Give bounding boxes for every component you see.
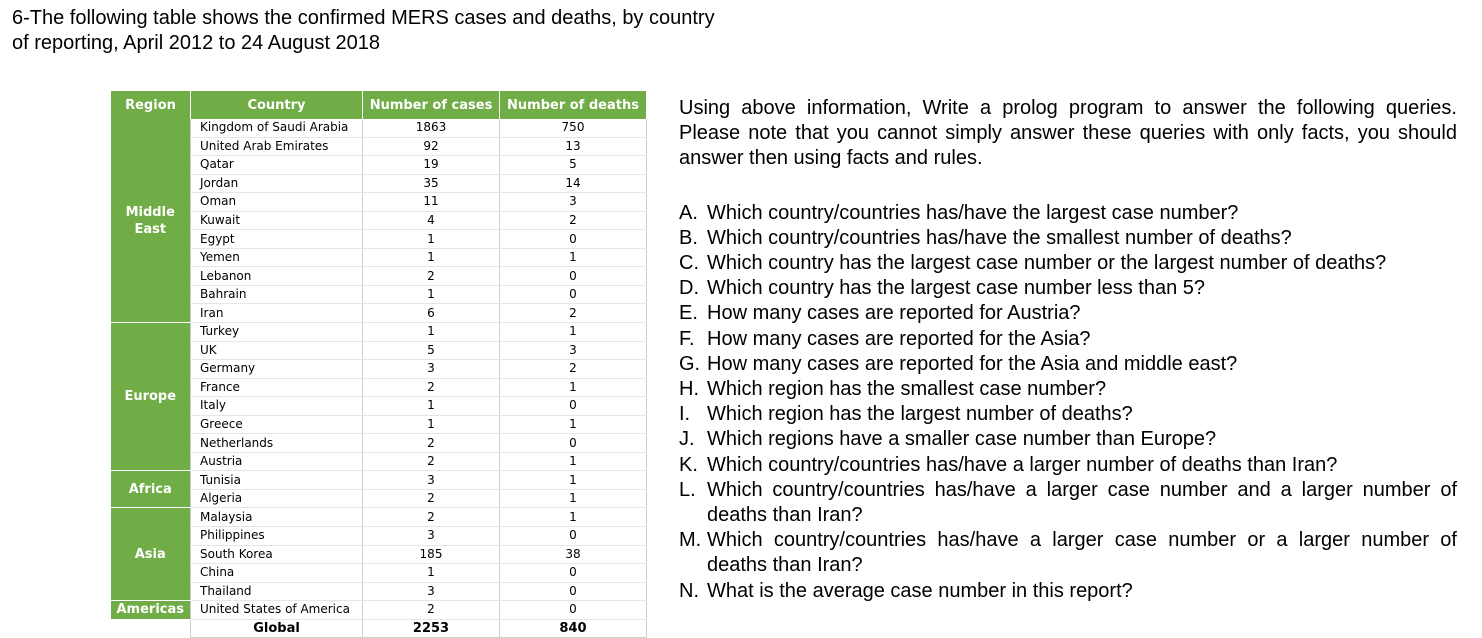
header-country: Country <box>191 91 363 119</box>
table-row <box>111 434 647 453</box>
title-line-1: 6-The following table shows the confirmed MERS cases and deaths, by country <box>12 7 715 29</box>
country-cell: Kingdom of Saudi Arabia <box>191 119 363 137</box>
deaths-cell: 13 <box>500 137 647 156</box>
region-cell-africa: Africa <box>111 471 191 508</box>
deaths-cell: 1 <box>500 489 647 508</box>
cases-cell: 1 <box>363 415 500 434</box>
table-row <box>111 156 647 175</box>
table-row <box>111 248 647 267</box>
question-item <box>679 528 1457 578</box>
deaths-cell: 1 <box>500 471 647 490</box>
cases-cell: 2 <box>363 267 500 286</box>
table-row <box>111 564 647 583</box>
global-label: Global <box>191 619 363 638</box>
deaths-cell: 0 <box>500 582 647 601</box>
cases-cell: 1 <box>363 323 500 342</box>
cases-cell: 19 <box>363 156 500 175</box>
table-row <box>111 378 647 397</box>
question-letter: G. <box>679 352 701 375</box>
question-item <box>679 327 1457 352</box>
question-letter: E. <box>679 302 698 325</box>
deaths-cell: 0 <box>500 397 647 416</box>
table-row <box>111 582 647 601</box>
deaths-cell: 2 <box>500 304 647 323</box>
global-cases: 2253 <box>363 619 500 638</box>
country-cell: Jordan <box>191 174 363 193</box>
deaths-cell: 3 <box>500 341 647 360</box>
mers-table <box>110 91 647 638</box>
table-row <box>111 230 647 249</box>
table-row <box>111 341 647 360</box>
country-cell: Turkey <box>191 323 363 342</box>
deaths-cell: 0 <box>500 527 647 546</box>
country-cell: France <box>191 378 363 397</box>
country-cell: Oman <box>191 193 363 212</box>
deaths-cell: 38 <box>500 545 647 564</box>
question-text: Which country/countries has/have a larger case number and a larger number of deaths than Iran? <box>707 478 1457 527</box>
cases-cell: 1 <box>363 285 500 304</box>
cases-cell: 3 <box>363 582 500 601</box>
question-item <box>679 276 1457 301</box>
question-letter: C. <box>679 252 699 275</box>
title-line-2: of reporting, April 2012 to 24 August 2018 <box>12 32 381 54</box>
question-text: How many cases are reported for the Asia and middle east? <box>707 352 1238 375</box>
cases-cell: 1 <box>363 248 500 267</box>
country-cell: China <box>191 564 363 583</box>
country-cell: United Arab Emirates <box>191 137 363 156</box>
question-item <box>679 478 1457 528</box>
deaths-cell: 1 <box>500 415 647 434</box>
table-row <box>111 267 647 286</box>
region-cell-middle-east: Middle East <box>111 119 191 323</box>
table-row <box>111 601 647 620</box>
deaths-cell: 0 <box>500 564 647 583</box>
cases-cell: 2 <box>363 489 500 508</box>
question-letter: L. <box>679 478 696 501</box>
cases-cell: 2 <box>363 452 500 471</box>
country-cell: United States of America <box>191 601 363 620</box>
country-cell: Netherlands <box>191 434 363 453</box>
global-deaths: 840 <box>500 619 647 638</box>
question-list <box>679 201 1457 604</box>
table-row <box>111 304 647 323</box>
cases-cell: 2 <box>363 434 500 453</box>
table-row <box>111 285 647 304</box>
table-row <box>111 137 647 156</box>
question-item <box>679 402 1457 427</box>
country-cell: Yemen <box>191 248 363 267</box>
region-cell-europe: Europe <box>111 323 191 471</box>
question-item <box>679 201 1457 226</box>
question-letter: J. <box>679 428 695 451</box>
table-row <box>111 193 647 212</box>
country-cell: Italy <box>191 397 363 416</box>
deaths-cell: 1 <box>500 378 647 397</box>
deaths-cell: 5 <box>500 156 647 175</box>
question-letter: M. <box>679 529 702 552</box>
country-cell: Greece <box>191 415 363 434</box>
country-cell: Iran <box>191 304 363 323</box>
global-blank-cell <box>111 619 191 638</box>
question-item <box>679 377 1457 402</box>
table-row <box>111 415 647 434</box>
table-row <box>111 527 647 546</box>
cases-cell: 1 <box>363 564 500 583</box>
table-row <box>111 119 647 137</box>
cases-cell: 6 <box>363 304 500 323</box>
question-text: Which country/countries has/have the largest case number? <box>707 201 1239 224</box>
deaths-cell: 0 <box>500 267 647 286</box>
question-letter: D. <box>679 277 699 300</box>
header-region: Region <box>111 91 191 119</box>
table-row <box>111 489 647 508</box>
region-cell-americas: Americas <box>111 601 191 620</box>
cases-cell: 3 <box>363 360 500 379</box>
question-item <box>679 226 1457 251</box>
question-letter: I. <box>679 403 691 426</box>
question-item <box>679 453 1457 478</box>
country-cell: Germany <box>191 360 363 379</box>
question-item <box>679 251 1457 276</box>
question-letter: K. <box>679 453 698 476</box>
question-letter: B. <box>679 226 698 249</box>
table-row <box>111 397 647 416</box>
table-row <box>111 471 647 490</box>
table-body <box>111 119 647 638</box>
country-cell: Tunisia <box>191 471 363 490</box>
table-row <box>111 211 647 230</box>
cases-cell: 2 <box>363 601 500 620</box>
deaths-cell: 1 <box>500 248 647 267</box>
question-text: Which country/countries has/have the smallest number of deaths? <box>707 226 1292 249</box>
deaths-cell: 0 <box>500 285 647 304</box>
document-title <box>12 6 832 56</box>
question-text: Which region has the smallest case number? <box>707 378 1107 401</box>
header-deaths: Number of deaths <box>500 91 647 119</box>
deaths-cell: 14 <box>500 174 647 193</box>
table-row <box>111 508 647 527</box>
question-text: Which country/countries has/have a larger number of deaths than Iran? <box>707 453 1338 476</box>
cases-cell: 3 <box>363 471 500 490</box>
deaths-cell: 2 <box>500 360 647 379</box>
global-total-row <box>111 619 647 638</box>
question-text: Which country has the largest case number less than 5? <box>707 277 1206 300</box>
cases-cell: 2 <box>363 378 500 397</box>
header-cases: Number of cases <box>363 91 500 119</box>
table-row <box>111 174 647 193</box>
deaths-cell: 0 <box>500 434 647 453</box>
country-cell: Bahrain <box>191 285 363 304</box>
question-text: Which regions have a smaller case number than Europe? <box>707 428 1217 451</box>
region-cell-asia: Asia <box>111 508 191 601</box>
question-item <box>679 301 1457 326</box>
question-letter: F. <box>679 327 695 350</box>
country-cell: South Korea <box>191 545 363 564</box>
cases-cell: 5 <box>363 341 500 360</box>
question-text: What is the average case number in this report? <box>707 579 1133 602</box>
country-cell: Qatar <box>191 156 363 175</box>
country-cell: Lebanon <box>191 267 363 286</box>
country-cell: Thailand <box>191 582 363 601</box>
cases-cell: 185 <box>363 545 500 564</box>
question-letter: A. <box>679 201 698 224</box>
country-cell: Philippines <box>191 527 363 546</box>
country-cell: Malaysia <box>191 508 363 527</box>
questions-intro: Using above information, Write a prolog program to answer the following queries. Please note that you cannot simply answer these queries with only facts, you should answer then using facts and rules. <box>679 97 1457 170</box>
table-header-row <box>111 91 647 119</box>
table-row <box>111 360 647 379</box>
question-text: Which country/countries has/have a larger case number or a larger number of deaths than Iran? <box>707 529 1457 577</box>
table-row <box>111 452 647 471</box>
country-cell: Egypt <box>191 230 363 249</box>
question-text: How many cases are reported for Austria? <box>707 302 1081 325</box>
deaths-cell: 1 <box>500 452 647 471</box>
question-text: Which region has the largest number of deaths? <box>707 403 1133 426</box>
deaths-cell: 1 <box>500 323 647 342</box>
country-cell: UK <box>191 341 363 360</box>
deaths-cell: 0 <box>500 601 647 620</box>
question-text: How many cases are reported for the Asia? <box>707 327 1091 350</box>
question-item <box>679 427 1457 452</box>
cases-cell: 35 <box>363 174 500 193</box>
cases-cell: 1 <box>363 397 500 416</box>
table-row <box>111 545 647 564</box>
question-item <box>679 352 1457 377</box>
deaths-cell: 3 <box>500 193 647 212</box>
questions-panel <box>679 96 1457 604</box>
question-text: Which country has the largest case number or the largest number of deaths? <box>707 252 1387 275</box>
cases-cell: 2 <box>363 508 500 527</box>
country-cell: Algeria <box>191 489 363 508</box>
cases-cell: 11 <box>363 193 500 212</box>
country-cell: Austria <box>191 452 363 471</box>
cases-cell: 1863 <box>363 119 500 137</box>
deaths-cell: 0 <box>500 230 647 249</box>
cases-cell: 1 <box>363 230 500 249</box>
deaths-cell: 1 <box>500 508 647 527</box>
deaths-cell: 2 <box>500 211 647 230</box>
question-letter: N. <box>679 579 699 602</box>
table-row <box>111 323 647 342</box>
question-letter: H. <box>679 378 699 401</box>
cases-cell: 92 <box>363 137 500 156</box>
country-cell: Kuwait <box>191 211 363 230</box>
question-item <box>679 579 1457 604</box>
cases-cell: 4 <box>363 211 500 230</box>
mers-table-container <box>110 91 646 638</box>
deaths-cell: 750 <box>500 119 647 137</box>
cases-cell: 3 <box>363 527 500 546</box>
